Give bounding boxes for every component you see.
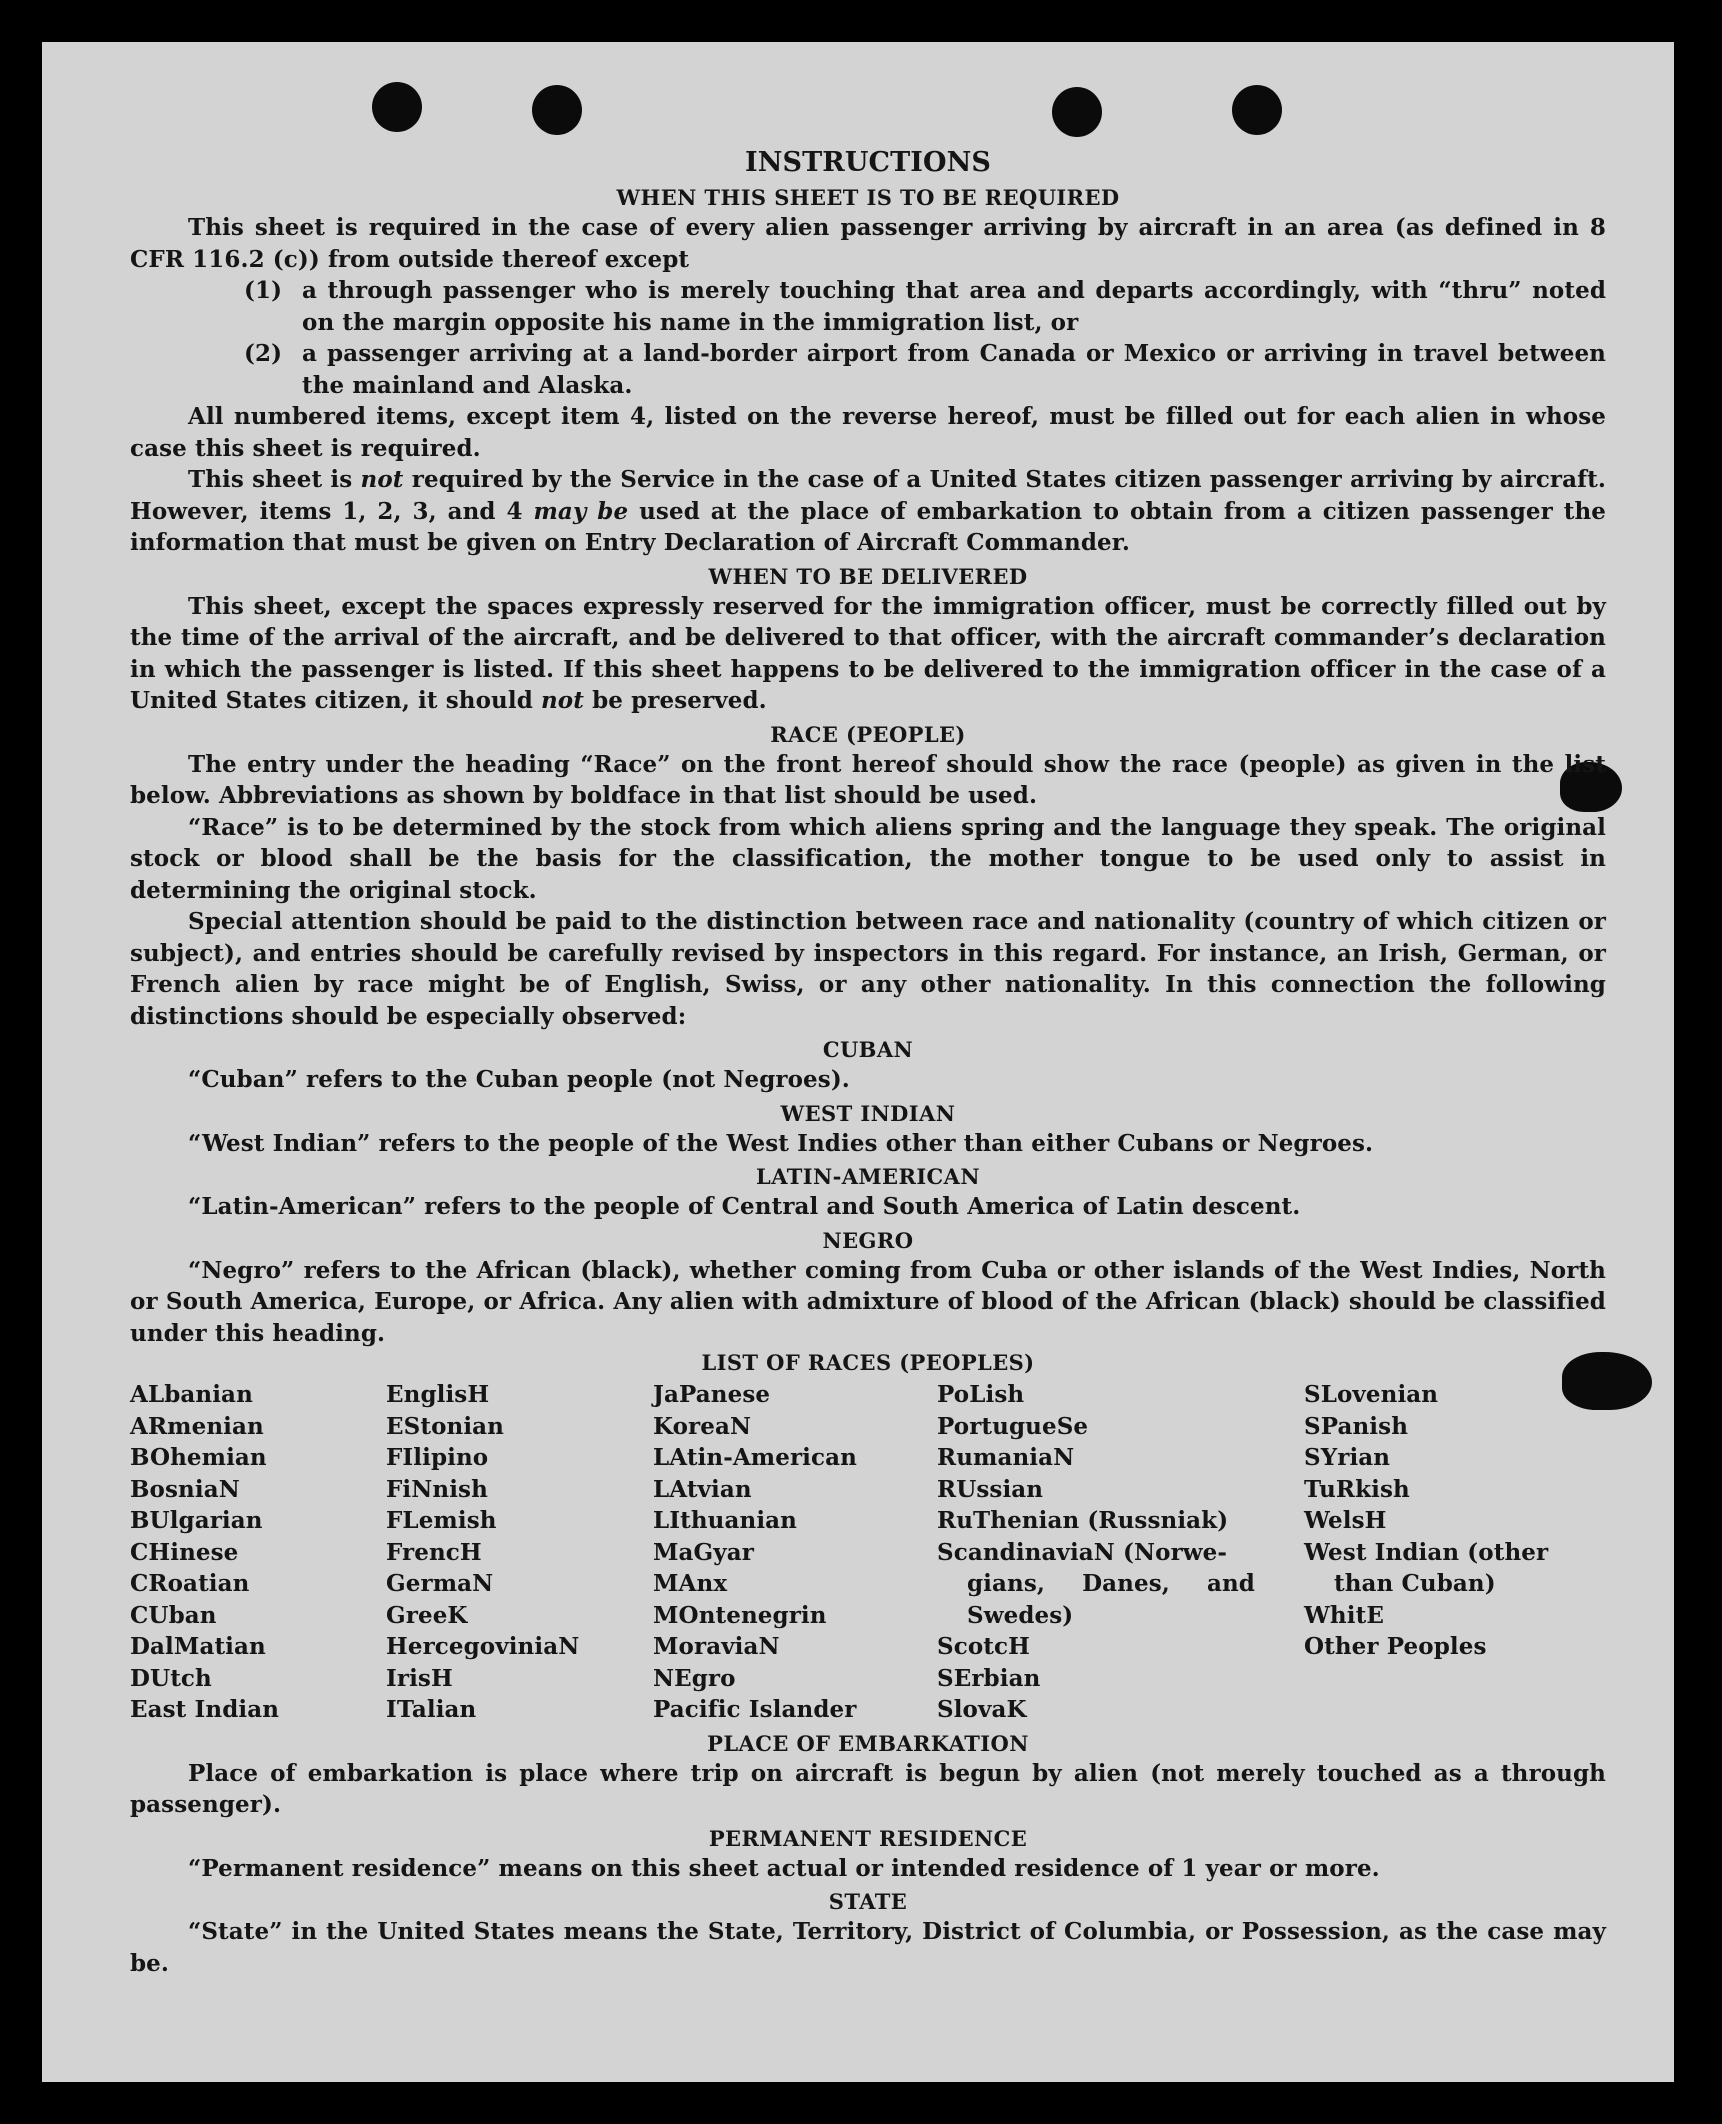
text-run: This sheet is bbox=[188, 466, 361, 493]
italic-text: not bbox=[360, 466, 404, 493]
race-item: LIthuanian bbox=[653, 1507, 797, 1534]
race-item: ALbanian bbox=[130, 1381, 253, 1408]
races-list bbox=[130, 1379, 1606, 1726]
text-run: be preserved. bbox=[583, 687, 767, 714]
word: gians, bbox=[967, 1570, 1046, 1597]
word: and bbox=[1206, 1570, 1255, 1597]
race-item: SLovenian bbox=[1304, 1381, 1439, 1408]
heading-when-delivered: WHEN TO BE DELIVERED bbox=[708, 563, 1028, 589]
race-item: ITalian bbox=[386, 1696, 477, 1723]
paragraph: All numbered items, except item 4, listed on the reverse hereof, must be filled out for each alien in whose case this sheet is required. bbox=[130, 403, 1606, 462]
punch-hole bbox=[532, 85, 582, 135]
race-item: MOntenegrin bbox=[653, 1601, 827, 1629]
race-item: CRoatian bbox=[130, 1570, 250, 1597]
race-item: BUlgarian bbox=[130, 1507, 263, 1534]
race-item: WelsH bbox=[1304, 1507, 1387, 1534]
race-item: GreeK bbox=[386, 1601, 468, 1629]
document-page bbox=[42, 42, 1674, 2082]
race-item: TuRkish bbox=[1304, 1475, 1410, 1503]
text-run: used at the place of embarkation to obtain from a citizen passenger the information that must be given on Entry Declaration of Aircraft Commander. bbox=[130, 497, 1607, 556]
race-item: CHinese bbox=[130, 1538, 239, 1566]
race-item: West Indian (other bbox=[1304, 1538, 1549, 1566]
item-number: (2) bbox=[244, 340, 283, 367]
race-item: DUtch bbox=[130, 1664, 212, 1692]
race-item: JaPanese bbox=[653, 1381, 771, 1408]
page-title: INSTRUCTIONS bbox=[745, 147, 991, 178]
races-column-5 bbox=[1304, 1379, 1606, 1726]
race-item: HercegoviniaN bbox=[386, 1633, 580, 1660]
text-run: This sheet, except the spaces expressly reserved for the immigration officer, must be correctly filled out by the time of the arrival of the aircraft, and be delivered to that officer, with the aircraft commander’s declaration in which the passenger is listed. If this sheet happens to be delivered to the immigration officer in the case of a United States citizen, it should bbox=[130, 592, 1606, 714]
race-item: Pacific Islander bbox=[653, 1696, 857, 1723]
paragraph: “Race” is to be determined by the stock from which aliens spring and the language they speak. The original stock or blood shall be the basis for the classification, the mother tongue to be used only to assist in determining the original stock. bbox=[130, 813, 1606, 904]
paragraph: “Negro” refers to the African (black), whether coming from Cuba or other islands of the West Indies, North or South America, Europe, or Africa. Any alien with admixture of blood of the African (black) should be classified under this heading. bbox=[130, 1256, 1606, 1347]
races-column-3 bbox=[653, 1379, 937, 1726]
race-item: FLemish bbox=[386, 1507, 497, 1534]
race-item: ScotcH bbox=[937, 1633, 1030, 1660]
heading-negro: NEGRO bbox=[822, 1227, 914, 1253]
race-item: ARmenian bbox=[130, 1412, 264, 1440]
race-item: BOhemian bbox=[130, 1444, 267, 1471]
race-item: FiNnish bbox=[386, 1475, 488, 1503]
race-item: SlovaK bbox=[937, 1696, 1027, 1723]
paragraph bbox=[130, 464, 1606, 559]
race-item-continuation: Swedes) bbox=[967, 1601, 1074, 1629]
race-item: IrisH bbox=[386, 1664, 453, 1692]
italic-text: may be bbox=[533, 497, 629, 525]
paragraph: “Cuban” refers to the Cuban people (not Negroes). bbox=[188, 1066, 850, 1093]
race-item: FrencH bbox=[386, 1538, 482, 1566]
race-item: EStonian bbox=[386, 1412, 504, 1440]
paragraph: “West Indian” refers to the people of the West Indies other than either Cubans or Negroes. bbox=[188, 1129, 1374, 1157]
word: Danes, bbox=[1082, 1570, 1170, 1597]
race-item: MAnx bbox=[653, 1570, 728, 1597]
paragraph: Place of embarkation is place where trip on aircraft is begun by alien (not merely touched as a through passenger). bbox=[130, 1759, 1606, 1818]
race-item: ScandinaviaN (Norwe- bbox=[937, 1538, 1228, 1566]
race-item: EnglisH bbox=[386, 1381, 490, 1408]
italic-text: not bbox=[540, 687, 584, 714]
heading-race: RACE (PEOPLE) bbox=[770, 721, 966, 747]
race-item: DalMatian bbox=[130, 1633, 266, 1660]
item-number: (1) bbox=[244, 277, 283, 304]
paragraph: Special attention should be paid to the distinction between race and nationality (country of which citizen or subject), and entries should be carefully revised by inspectors in this regard. For instance, an Irish, German, or French alien by race might be of English, Swiss, or any other nationality. In this connection the following distinctions should be especially observed: bbox=[130, 908, 1606, 1030]
races-column-4 bbox=[937, 1379, 1304, 1726]
text-run: required by the Service in the case of a United States citizen passenger arriving by aircraft. However, items 1, 2, 3, and 4 bbox=[130, 466, 1606, 525]
item-text: a passenger arriving at a land-border airport from Canada or Mexico or arriving in travel between the mainland and Alaska. bbox=[302, 340, 1606, 399]
race-item: LAtin-American bbox=[653, 1444, 857, 1471]
instructions-content bbox=[130, 146, 1606, 1979]
list-item bbox=[130, 275, 1606, 338]
race-item: LAtvian bbox=[653, 1475, 752, 1503]
race-item: NEgro bbox=[653, 1664, 736, 1692]
race-item: GermaN bbox=[386, 1570, 494, 1597]
race-item: PoLish bbox=[937, 1381, 1025, 1408]
heading-embarkation: PLACE OF EMBARKATION bbox=[707, 1730, 1029, 1756]
paragraph: “State” in the United States means the State, Territory, District of Columbia, or Possession, as the case may be. bbox=[130, 1918, 1606, 1977]
heading-list-of-races: LIST OF RACES (PEOPLES) bbox=[701, 1350, 1035, 1375]
heading-state: STATE bbox=[828, 1889, 908, 1914]
races-column-1 bbox=[130, 1379, 386, 1726]
heading-west-indian: WEST INDIAN bbox=[780, 1100, 956, 1126]
race-item: CUban bbox=[130, 1601, 217, 1629]
paragraph: “Latin-American” refers to the people of Central and South America of Latin descent. bbox=[188, 1193, 1301, 1220]
race-item-continuation: than Cuban) bbox=[1334, 1570, 1496, 1597]
race-item: BosniaN bbox=[130, 1475, 240, 1503]
heading-residence: PERMANENT RESIDENCE bbox=[708, 1825, 1028, 1851]
paragraph bbox=[130, 591, 1606, 717]
race-item: FIlipino bbox=[386, 1444, 489, 1471]
race-item: SErbian bbox=[937, 1664, 1041, 1692]
races-column-2 bbox=[386, 1379, 653, 1726]
paragraph: “Permanent residence” means on this sheet actual or intended residence of 1 year or more. bbox=[188, 1854, 1380, 1882]
heading-latin-american: LATIN-AMERICAN bbox=[756, 1164, 980, 1189]
race-item: PortugueSe bbox=[937, 1412, 1089, 1440]
race-item: RUssian bbox=[937, 1475, 1044, 1503]
race-item: RumaniaN bbox=[937, 1444, 1075, 1471]
race-item: SYrian bbox=[1304, 1444, 1391, 1471]
punch-hole bbox=[372, 82, 422, 132]
race-item-continuation bbox=[937, 1568, 1255, 1600]
race-item: KoreaN bbox=[653, 1412, 752, 1440]
race-item: East Indian bbox=[130, 1696, 280, 1723]
paragraph: This sheet is required in the case of every alien passenger arriving by aircraft in an area (as defined in 8 CFR 116.2 (c)) from outside thereof except bbox=[130, 214, 1606, 273]
heading-cuban: CUBAN bbox=[822, 1037, 914, 1062]
race-item: WhitE bbox=[1304, 1601, 1384, 1629]
race-item: Other Peoples bbox=[1304, 1633, 1487, 1660]
list-item bbox=[130, 338, 1606, 401]
punch-hole bbox=[1052, 87, 1102, 137]
race-item: SPanish bbox=[1304, 1412, 1409, 1440]
race-item: MaGyar bbox=[653, 1538, 754, 1566]
heading-when-required: WHEN THIS SHEET IS TO BE REQUIRED bbox=[616, 185, 1120, 210]
item-text: a through passenger who is merely touching that area and departs accordingly, with “thru” noted on the margin opposite his name in the immigration list, or bbox=[302, 277, 1606, 336]
paragraph: The entry under the heading “Race” on the front hereof should show the race (people) as given in the list below. Abbreviations as shown by boldface in that list should be used. bbox=[130, 750, 1606, 809]
race-item: MoraviaN bbox=[653, 1633, 780, 1660]
punch-hole bbox=[1232, 85, 1282, 135]
race-item: RuThenian (Russniak) bbox=[937, 1507, 1229, 1534]
